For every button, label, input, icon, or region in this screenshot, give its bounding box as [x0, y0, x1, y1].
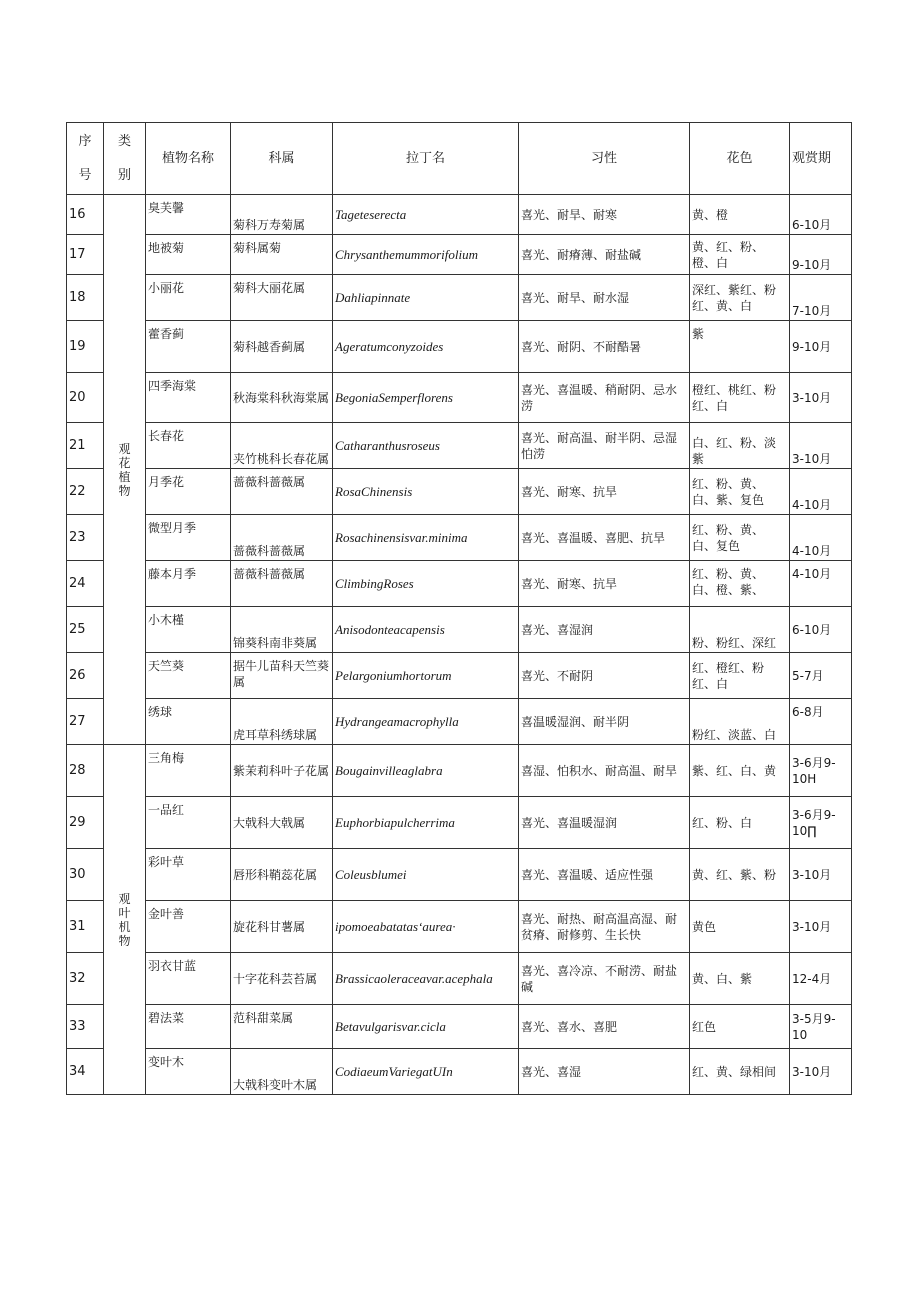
header-no-2: 号 — [78, 167, 92, 183]
row-number: 22 — [67, 469, 104, 515]
table-row — [67, 653, 852, 699]
viewing-period: 5-7月 — [790, 653, 852, 699]
header-family: 科属 — [231, 123, 333, 195]
viewing-period: 3-10月 — [790, 1049, 852, 1095]
table-row — [67, 901, 852, 953]
plant-family: 虎耳草科绣球属 — [231, 699, 333, 745]
viewing-period: 3-10月 — [790, 849, 852, 901]
header-row — [67, 123, 852, 195]
row-number: 26 — [67, 653, 104, 699]
header-period: 观赏期 — [790, 123, 852, 195]
latin-name: Ageratumconyzoides — [333, 321, 519, 373]
plant-habit: 喜光、喜湿润 — [519, 607, 690, 653]
header-color: 花色 — [690, 123, 790, 195]
table-row — [67, 1005, 852, 1049]
header-habit: 习性 — [519, 123, 690, 195]
latin-name: Pelargoniumhortorum — [333, 653, 519, 699]
latin-name: Bougainvilleaglabra — [333, 745, 519, 797]
table-row — [67, 745, 852, 797]
plant-habit: 喜光、喜温暖、喜肥、抗旱 — [519, 515, 690, 561]
plant-family: 锦葵科南非葵属 — [231, 607, 333, 653]
row-number: 29 — [67, 797, 104, 849]
viewing-period: 3-6月9-10∏ — [790, 797, 852, 849]
row-number: 21 — [67, 423, 104, 469]
header-no-1: 序 — [78, 133, 92, 149]
plant-name: 微型月季 — [146, 515, 231, 561]
flower-color: 红、粉、黄、白、紫、复色 — [690, 469, 790, 515]
row-number: 25 — [67, 607, 104, 653]
plant-family: 夹竹桃科长春花属 — [231, 423, 333, 469]
latin-name: Chrysanthemummorifolium — [333, 235, 519, 275]
plant-name: 天竺葵 — [146, 653, 231, 699]
plant-habit: 喜光、耐寒、抗旱 — [519, 561, 690, 607]
flower-color: 紫 — [690, 321, 790, 373]
table-row — [67, 607, 852, 653]
flower-color: 粉、粉红、深红 — [690, 607, 790, 653]
viewing-period: 9-10月 — [790, 235, 852, 275]
flower-color: 红、粉、白 — [690, 797, 790, 849]
flower-color: 黄、白、紫 — [690, 953, 790, 1005]
plant-table — [66, 122, 852, 1095]
plant-family: 唇形科鞘蕊花属 — [231, 849, 333, 901]
viewing-period: 6-10月 — [790, 195, 852, 235]
table-row — [67, 195, 852, 235]
row-number: 17 — [67, 235, 104, 275]
header-category-2: 别 — [117, 167, 131, 183]
table-row — [67, 953, 852, 1005]
plant-name: 小丽花 — [146, 275, 231, 321]
flower-color: 白、红、粉、淡紫 — [690, 423, 790, 469]
plant-name: 彩叶草 — [146, 849, 231, 901]
row-number: 32 — [67, 953, 104, 1005]
plant-name: 四季海棠 — [146, 373, 231, 423]
table-row — [67, 561, 852, 607]
plant-habit: 喜光、喜湿 — [519, 1049, 690, 1095]
viewing-period: 3-10月 — [790, 373, 852, 423]
category-foliage — [104, 745, 146, 1095]
flower-color: 红、粉、黄、白、橙、紫、 — [690, 561, 790, 607]
plant-habit: 喜光、耐阴、不耐酷暑 — [519, 321, 690, 373]
viewing-period: 12-4月 — [790, 953, 852, 1005]
row-number: 33 — [67, 1005, 104, 1049]
table-row — [67, 515, 852, 561]
plant-name: 长春花 — [146, 423, 231, 469]
flower-color: 粉红、淡蓝、白 — [690, 699, 790, 745]
flower-color: 黄色 — [690, 901, 790, 953]
row-number: 34 — [67, 1049, 104, 1095]
plant-name: 变叶木 — [146, 1049, 231, 1095]
plant-habit: 喜光、喜水、喜肥 — [519, 1005, 690, 1049]
category-label: 观花植物 — [118, 441, 131, 498]
table-row — [67, 373, 852, 423]
plant-name: 金叶善 — [146, 901, 231, 953]
flower-color: 红、黄、绿相间 — [690, 1049, 790, 1095]
viewing-period: 9-10月 — [790, 321, 852, 373]
plant-family: 蔷薇科蔷薇属 — [231, 469, 333, 515]
plant-family: 秋海棠科秋海棠属 — [231, 373, 333, 423]
row-number: 19 — [67, 321, 104, 373]
table-row — [67, 699, 852, 745]
plant-habit: 喜光、耐瘠薄、耐盐碱 — [519, 235, 690, 275]
plant-name: 一品红 — [146, 797, 231, 849]
viewing-period: 4-10月 — [790, 561, 852, 607]
latin-name: Catharanthusroseus — [333, 423, 519, 469]
plant-family: 范科甜菜属 — [231, 1005, 333, 1049]
plant-habit: 喜光、不耐阴 — [519, 653, 690, 699]
header-latin: 拉丁名 — [333, 123, 519, 195]
flower-color: 黄、红、紫、粉 — [690, 849, 790, 901]
latin-name: Rosachinensisvar.minima — [333, 515, 519, 561]
header-category — [104, 123, 146, 195]
latin-name: BegoniaSemperflorens — [333, 373, 519, 423]
latin-name: Dahliapinnate — [333, 275, 519, 321]
plant-name: 地被菊 — [146, 235, 231, 275]
plant-family: 菊科属菊 — [231, 235, 333, 275]
header-no — [67, 123, 104, 195]
plant-name: 羽衣甘蓝 — [146, 953, 231, 1005]
viewing-period: 4-10月 — [790, 469, 852, 515]
plant-family: 菊科越香蓟属 — [231, 321, 333, 373]
flower-color: 黄、橙 — [690, 195, 790, 235]
flower-color: 黄、红、粉、橙、白 — [690, 235, 790, 275]
plant-name: 月季花 — [146, 469, 231, 515]
viewing-period: 7-10月 — [790, 275, 852, 321]
plant-habit: 喜温暖湿润、耐半阴 — [519, 699, 690, 745]
latin-name: Anisodonteacapensis — [333, 607, 519, 653]
viewing-period: 6-8月 — [790, 699, 852, 745]
latin-name: ClimbingRoses — [333, 561, 519, 607]
row-number: 31 — [67, 901, 104, 953]
viewing-period: 3-10月 — [790, 423, 852, 469]
row-number: 27 — [67, 699, 104, 745]
plant-family: 十字花科芸苔属 — [231, 953, 333, 1005]
row-number: 28 — [67, 745, 104, 797]
plant-habit: 喜湿、怕积水、耐高温、耐旱 — [519, 745, 690, 797]
row-number: 18 — [67, 275, 104, 321]
category-flower — [104, 195, 146, 745]
header-category-1: 类 — [117, 133, 131, 149]
plant-name: 三角梅 — [146, 745, 231, 797]
viewing-period: 3-5月9-10 — [790, 1005, 852, 1049]
plant-habit: 喜光、耐高温、耐半阴、忌湿怕涝 — [519, 423, 690, 469]
flower-color: 红、粉、黄、白、复色 — [690, 515, 790, 561]
plant-family: 大戟科变叶木属 — [231, 1049, 333, 1095]
latin-name: Coleusblumei — [333, 849, 519, 901]
plant-name: 藿香蓟 — [146, 321, 231, 373]
row-number: 20 — [67, 373, 104, 423]
plant-family: 紫茉莉科叶子花属 — [231, 745, 333, 797]
plant-family: 旋花科甘薯属 — [231, 901, 333, 953]
viewing-period: 3-6月9-10H — [790, 745, 852, 797]
plant-name: 藤本月季 — [146, 561, 231, 607]
table-row — [67, 1049, 852, 1095]
latin-name: CodiaeumVariegatUIn — [333, 1049, 519, 1095]
plant-family: 菊科大丽花属 — [231, 275, 333, 321]
plant-name: 臭芙馨 — [146, 195, 231, 235]
row-number: 30 — [67, 849, 104, 901]
table-row — [67, 235, 852, 275]
table-row — [67, 849, 852, 901]
latin-name: Hydrangeamacrophylla — [333, 699, 519, 745]
latin-name: Euphorbiapulcherrima — [333, 797, 519, 849]
header-name: 植物名称 — [146, 123, 231, 195]
latin-name: ipomoeabatatasʻaurea· — [333, 901, 519, 953]
plant-name: 碧法菜 — [146, 1005, 231, 1049]
viewing-period: 4-10月 — [790, 515, 852, 561]
row-number: 16 — [67, 195, 104, 235]
viewing-period: 3-10月 — [790, 901, 852, 953]
plant-habit: 喜光、喜冷凉、不耐涝、耐盐碱 — [519, 953, 690, 1005]
plant-name: 小木槿 — [146, 607, 231, 653]
table-row — [67, 469, 852, 515]
plant-habit: 喜光、耐旱、耐寒 — [519, 195, 690, 235]
flower-color: 紫、红、白、黄 — [690, 745, 790, 797]
plant-habit: 喜光、喜温暖湿润 — [519, 797, 690, 849]
flower-color: 深红、紫红、粉红、黄、白 — [690, 275, 790, 321]
latin-name: Betavulgarisvar.cicla — [333, 1005, 519, 1049]
plant-family: 菊科万寿菊属 — [231, 195, 333, 235]
row-number: 24 — [67, 561, 104, 607]
plant-habit: 喜光、耐热、耐高温高湿、耐贫瘠、耐修剪、生长快 — [519, 901, 690, 953]
plant-habit: 喜光、耐寒、抗旱 — [519, 469, 690, 515]
plant-family: 大戟科大戟属 — [231, 797, 333, 849]
flower-color: 红、橙红、粉红、白 — [690, 653, 790, 699]
plant-name: 绣球 — [146, 699, 231, 745]
table-row — [67, 321, 852, 373]
plant-family: 蔷薇科蔷薇属 — [231, 515, 333, 561]
flower-color: 橙红、桃红、粉红、白 — [690, 373, 790, 423]
plant-habit: 喜光、耐旱、耐水湿 — [519, 275, 690, 321]
table-row — [67, 275, 852, 321]
table-row — [67, 423, 852, 469]
table-row — [67, 797, 852, 849]
flower-color: 红色 — [690, 1005, 790, 1049]
category-label: 观叶机物 — [118, 891, 131, 948]
viewing-period: 6-10月 — [790, 607, 852, 653]
plant-habit: 喜光、喜温暖、稍耐阴、忌水涝 — [519, 373, 690, 423]
plant-habit: 喜光、喜温暖、适应性强 — [519, 849, 690, 901]
latin-name: Tageteserecta — [333, 195, 519, 235]
plant-family: 据牛儿苗科天竺葵属 — [231, 653, 333, 699]
plant-family: 蔷薇科蔷薇属 — [231, 561, 333, 607]
row-number: 23 — [67, 515, 104, 561]
latin-name: RosaChinensis — [333, 469, 519, 515]
latin-name: Brassicaoleraceavar.acephala — [333, 953, 519, 1005]
